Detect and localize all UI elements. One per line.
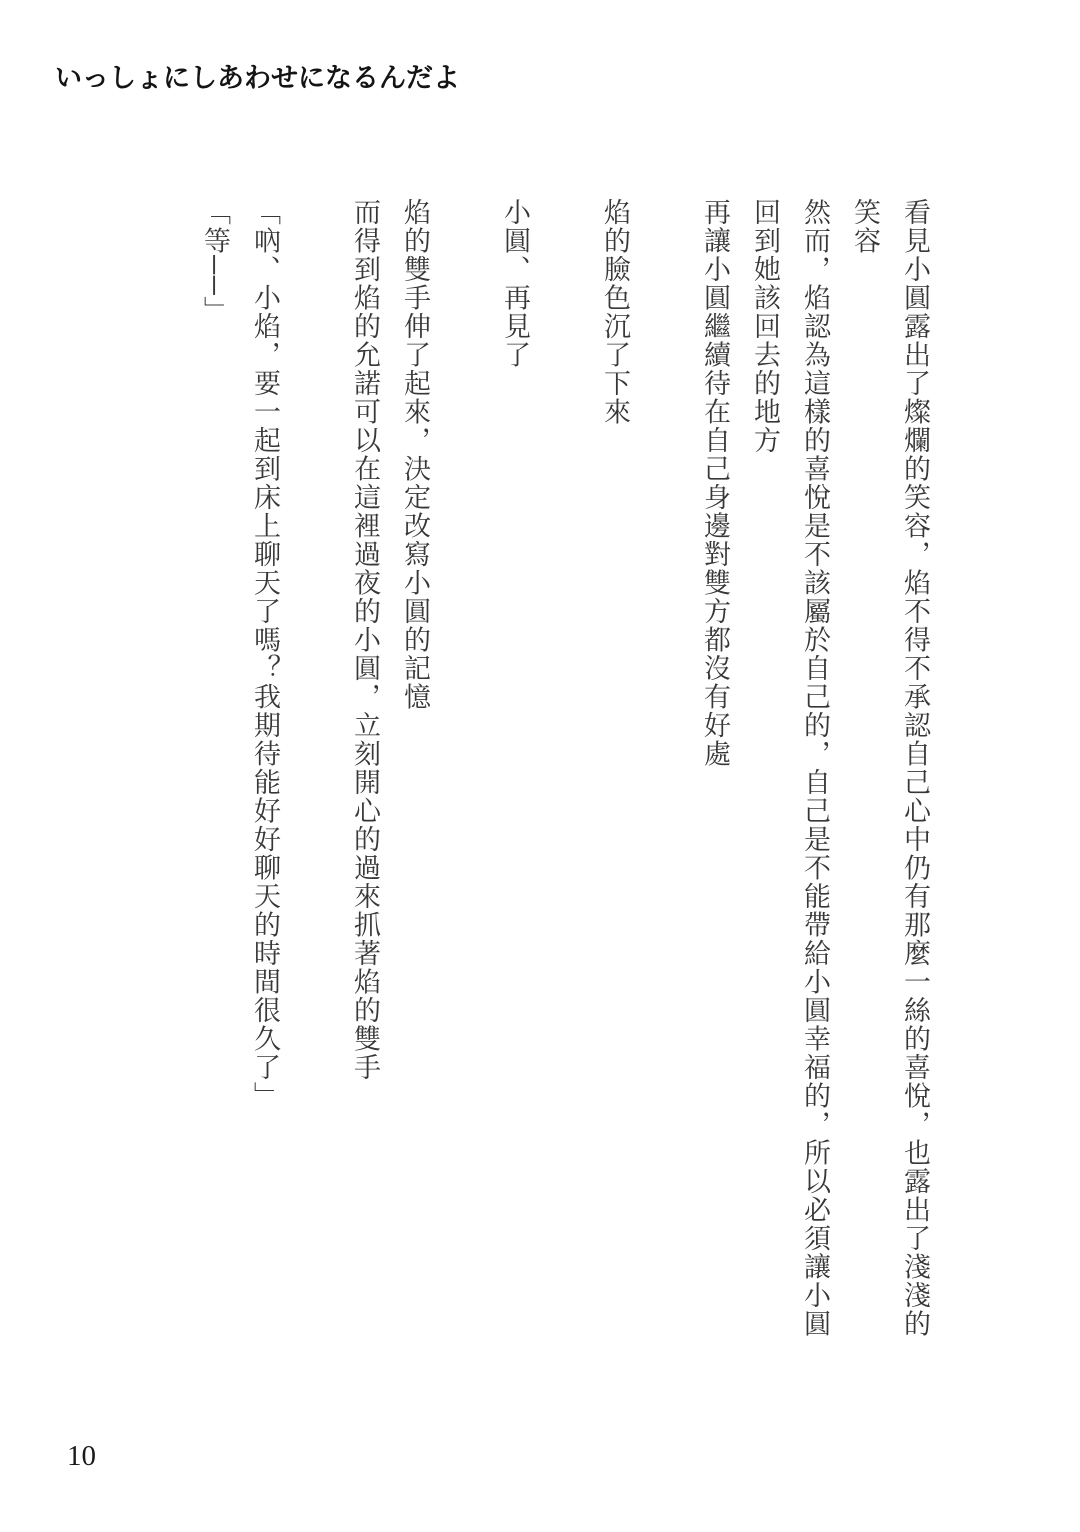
- text-line: [540, 198, 590, 1353]
- text-line: 看見小圓露出了燦爛的笑容，焰不得不承認自己心中仍有那麼一絲的喜悅，也露出了淺淺的: [900, 198, 930, 1338]
- text-line: 而得到焰的允諾可以在這裡過夜的小圓，立刻開心的過來抓著焰的雙手: [350, 198, 380, 1082]
- page-header-title: いっしょにしあわせになるんだよ: [55, 63, 460, 94]
- text-line: [640, 198, 690, 1353]
- text-line: 然而，焰認為這樣的喜悅是不該屬於自己的，自己是不能帶給小圓幸福的，所以必須讓小圓: [800, 198, 830, 1338]
- text-line: 「等──」: [200, 198, 230, 325]
- text-line: 笑容: [850, 198, 880, 255]
- text-line: 「吶、小焰，要一起到床上聊天了嗎？我期待能好好聊天的時間很久了」: [250, 198, 280, 1110]
- text-line: [440, 198, 490, 1353]
- text-line: 小圓、再見了: [500, 198, 530, 369]
- page-number: 10: [67, 1440, 96, 1472]
- text-line: 回到她該回去的地方: [750, 198, 780, 455]
- text-line: 焰的臉色沉了下來: [600, 198, 630, 426]
- text-line: 再讓小圓繼續待在自己身邊對雙方都沒有好處: [700, 198, 730, 768]
- text-line: 焰的雙手伸了起來，決定改寫小圓的記憶: [400, 198, 430, 711]
- text-line: [290, 198, 340, 1353]
- vertical-text-block: [190, 198, 940, 1353]
